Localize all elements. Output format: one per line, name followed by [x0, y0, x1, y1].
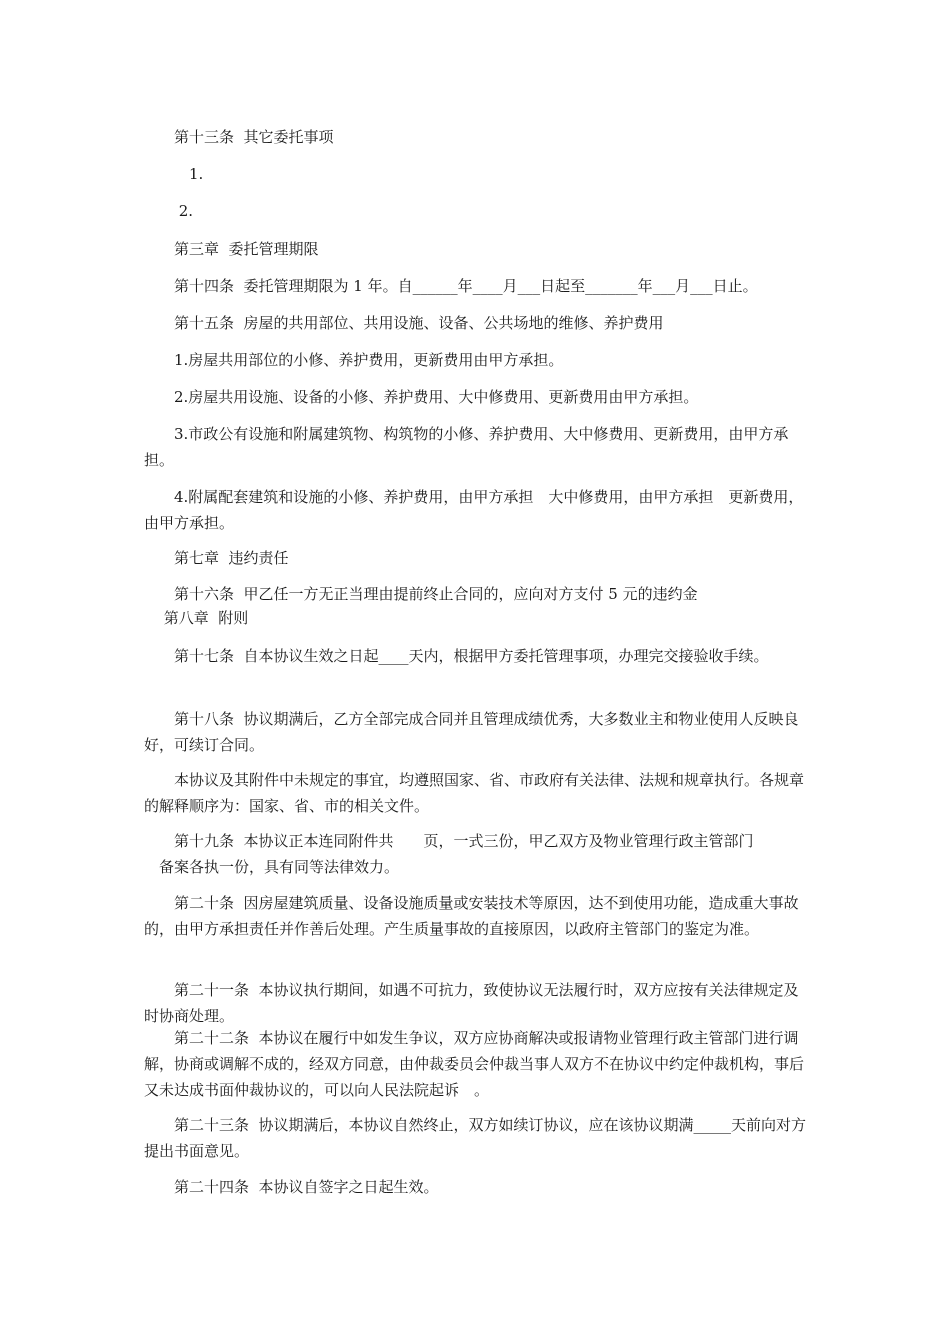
article-15-heading: 第十五条 房屋的共用部位、共用设施、设备、公共场地的维修、养护费用 — [144, 314, 664, 332]
article-13-heading: 第十三条 其它委托事项 — [144, 128, 334, 146]
article-21: 第二十一条 本协议执行期间，如遇不可抗力，致使协议无法履行时，双方应按有关法律规定及时协商处理。 — [144, 981, 799, 1025]
article-19-line-2: 备案各执一份，具有同等法律效力。 — [144, 858, 400, 876]
article-19-line-1: 第十九条 本协议正本连同附件共 页，一式三份，甲乙双方及物业管理行政主管部门 — [144, 832, 754, 850]
article-18: 第十八条 协议期满后，乙方全部完成合同并且管理成绩优秀，大多数业主和物业使用人反映良好，可续订合同。 — [144, 710, 799, 754]
article-24: 第二十四条 本协议自签字之日起生效。 — [144, 1178, 439, 1196]
article-17: 第十七条 自本协议生效之日起____天内，根据甲方委托管理事项，办理完交接验收手续。 — [144, 647, 769, 665]
article-13-item-1: 1. — [144, 165, 204, 183]
article-15-item-1: 1.房屋共用部位的小修、养护费用，更新费用由甲方承担。 — [144, 351, 564, 369]
chapter-8-heading: 第八章 附则 — [144, 609, 249, 627]
chapter-7-heading: 第七章 违约责任 — [144, 549, 289, 567]
article-15-item-4: 4.附属配套建筑和设施的小修、养护费用，由甲方承担 大中修费用，由甲方承担 更新费用，由甲方承担。 — [144, 488, 804, 532]
article-16: 第十六条 甲乙任一方无正当理由提前终止合同的，应向对方支付 5 元的违约金 — [144, 585, 698, 603]
article-22: 第二十二条 本协议在履行中如发生争议，双方应协商解决或报请物业管理行政主管部门进行调解，协商或调解不成的，经双方同意，由仲裁委员会仲裁当事人双方不在协议中约定仲裁机构，事后又未达成书面仲裁协议的，可以向人民法院起诉 。 — [144, 1029, 805, 1099]
article-15-item-2: 2.房屋共用设施、设备的小修、养护费用、大中修费用、更新费用由甲方承担。 — [144, 388, 699, 406]
chapter-3-heading: 第三章 委托管理期限 — [144, 240, 319, 258]
article-15-item-3: 3.市政公有设施和附属建筑物、构筑物的小修、养护费用、大中修费用、更新费用，由甲方承担。 — [144, 425, 789, 469]
article-14: 第十四条 委托管理期限为 1 年。自______年____月___日起至_______年___月___日止。 — [144, 277, 758, 295]
supplementary-provisions: 本协议及其附件中未规定的事宜，均遵照国家、省、市政府有关法律、法规和规章执行。各规章的解释顺序为：国家、省、市的相关文件。 — [144, 771, 805, 815]
article-20: 第二十条 因房屋建筑质量、设备设施质量或安装技术等原因，达不到使用功能，造成重大事故的，由甲方承担责任并作善后处理。产生质量事故的直接原因，以政府主管部门的鉴定为准。 — [144, 894, 799, 938]
article-23: 第二十三条 协议期满后，本协议自然终止，双方如续订协议，应在该协议期满_____天前向对方提出书面意见。 — [144, 1116, 807, 1160]
article-13-item-2: 2. — [144, 202, 194, 220]
